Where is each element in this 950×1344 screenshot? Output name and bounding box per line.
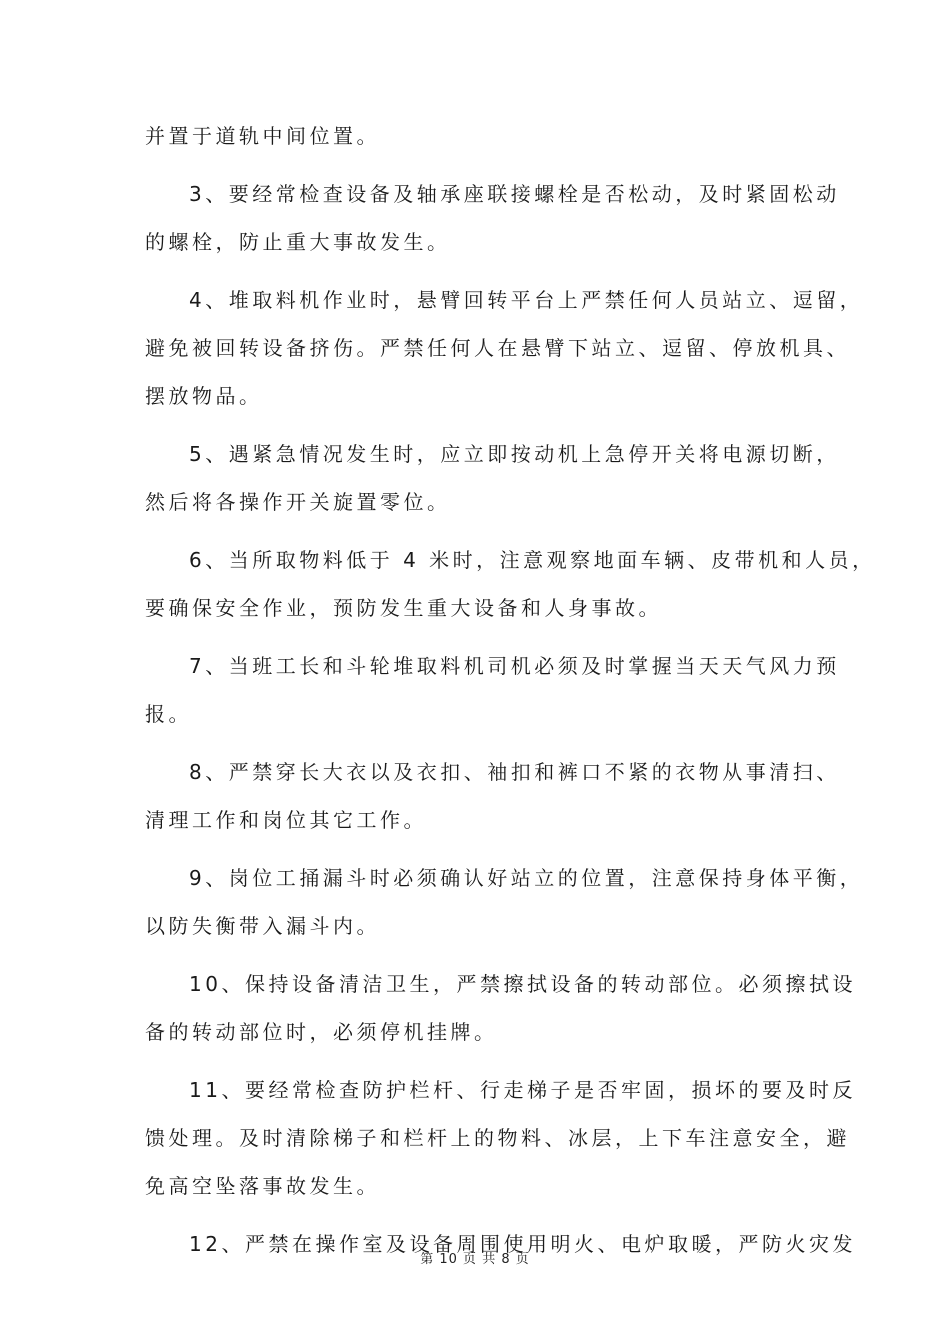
text-line: 以防失衡带入漏斗内。 (145, 914, 380, 938)
paragraph-item-9 (145, 854, 864, 950)
text-line: 7、当班工长和斗轮堆取料机司机必须及时掌握当天天气风力预 (189, 654, 840, 678)
paragraph-item-10 (145, 960, 856, 1056)
text-line: 9、岗位工捅漏斗时必须确认好站立的位置，注意保持身体平衡， (189, 866, 864, 890)
document-body (145, 112, 876, 1268)
text-line: 馈处理。及时清除梯子和栏杆上的物料、冰层，上下车注意安全，避 (145, 1126, 850, 1150)
paragraph-item-11 (145, 1066, 856, 1210)
text-line: 4、堆取料机作业时，悬臂回转平台上严禁任何人员站立、逗留， (189, 288, 864, 312)
paragraph-item-4 (145, 276, 864, 420)
paragraph-item-8 (145, 748, 840, 844)
text-line: 12、严禁在操作室及设备周围使用明火、电炉取暖，严防火灾发 (189, 1232, 856, 1256)
paragraph-item-6 (145, 536, 876, 632)
paragraph-item-7 (145, 642, 840, 738)
text-line: 报。 (145, 702, 192, 726)
text-line: 6、当所取物料低于 4 米时，注意观察地面车辆、皮带机和人员， (189, 548, 876, 572)
text-line: 然后将各操作开关旋置零位。 (145, 490, 451, 514)
text-line: 免高空坠落事故发生。 (145, 1174, 380, 1198)
paragraph-item-3 (145, 170, 840, 266)
text-line: 10、保持设备清洁卫生，严禁擦拭设备的转动部位。必须擦拭设 (189, 972, 856, 996)
text-line: 摆放物品。 (145, 384, 263, 408)
text-line: 11、要经常检查防护栏杆、行走梯子是否牢固，损坏的要及时反 (189, 1078, 856, 1102)
text-line: 8、严禁穿长大衣以及衣扣、袖扣和裤口不紧的衣物从事清扫、 (189, 760, 840, 784)
text-line: 备的转动部位时，必须停机挂牌。 (145, 1020, 498, 1044)
text-line: 清理工作和岗位其它工作。 (145, 808, 427, 832)
text-line: 并置于道轨中间位置。 (145, 124, 380, 148)
text-line: 要确保安全作业，预防发生重大设备和人身事故。 (145, 596, 662, 620)
text-line: 的螺栓，防止重大事故发生。 (145, 230, 451, 254)
text-line: 3、要经常检查设备及轴承座联接螺栓是否松动，及时紧固松动 (189, 182, 840, 206)
paragraph-item-5 (145, 430, 840, 526)
text-line: 5、遇紧急情况发生时，应立即按动机上急停开关将电源切断， (189, 442, 840, 466)
page-number-footer: 第 10 页 共 8 页 (420, 1252, 530, 1267)
paragraph-continuation (145, 112, 810, 160)
text-line: 避免被回转设备挤伤。严禁任何人在悬臂下站立、逗留、停放机具、 (145, 336, 850, 360)
